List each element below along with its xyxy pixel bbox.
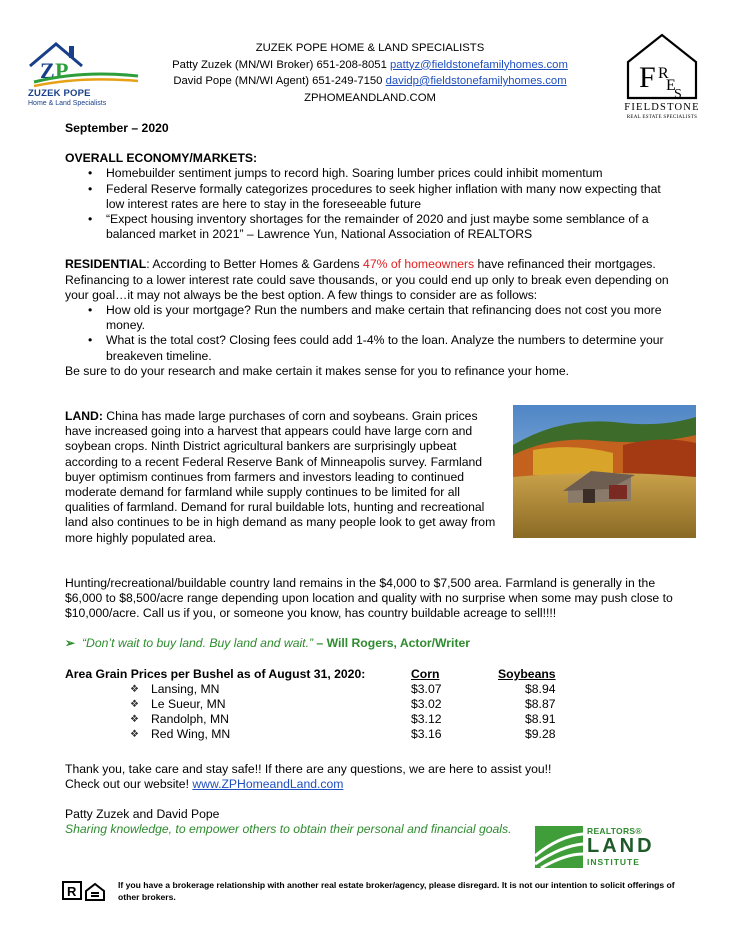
svg-text:F: F [639, 61, 656, 94]
land-prices-paragraph: Hunting/recreational/buildable country land remains in the $4,000 to $7,500 area. Farmland is generally in the $6,000 to $8,500/acre range depending upon location and quality with no surprise when some may push close to $10,000/acre. Call us if you, or someone you know, has country buildable acreage to sell!!!! [65, 575, 673, 621]
list-item: • “Expect housing inventory shortages for the remainder of 2020 and just maybe some semblance of a balanced market in 2021” – Lawrence Yun, National Association of REALTORS [88, 212, 675, 242]
svg-text:E: E [666, 77, 676, 94]
contact-line-patty [160, 57, 580, 74]
economy-bullets [88, 166, 675, 242]
corn-price: $3.12 [411, 711, 442, 726]
grain-price-table [65, 667, 675, 747]
corn-price: $3.07 [411, 681, 442, 696]
location: Red Wing, MN [151, 726, 231, 741]
residential-closing: Be sure to do your research and make certain it makes sense for you to refinance your home. [65, 363, 570, 378]
thanks-text: Thank you, take care and stay safe!! If there are any questions, we are here to assist you!! [65, 761, 552, 776]
svg-text:S: S [674, 87, 682, 102]
newsletter-body [65, 121, 675, 838]
svg-text:R: R [658, 65, 669, 82]
soy-price: $8.87 [525, 696, 556, 711]
logo-name: ZUZEK POPE [28, 88, 91, 99]
table-row [65, 727, 565, 742]
residential-bullets [88, 303, 675, 364]
soy-price: $8.91 [525, 711, 556, 726]
fieldstone-house-icon [612, 32, 712, 102]
check-website-text: Check out our website! [65, 776, 193, 791]
list-item: • Homebuilder sentiment jumps to record high. Soaring lumber prices could inhibit momentum [88, 166, 675, 181]
economy-heading: OVERALL ECONOMY/MARKETS: [65, 151, 258, 166]
land-text: China has made large purchases of corn and soybeans. Grain prices have increased going into a harvest that appears could have large corn and soybean crops. Ninth District agricultural bankers are surprisingly upbeat according to a recent Federal Reserve Bank of Minneapolis survey. Farmland buyer optimism continues from farmers and investors leading to continued moderate demand for farmland while supply continues to be limited for all qualities of farmland. Demand for rural buildable lots, hunting and recreational land also continues to be in high demand as many people look to get away from more highly populated area. [65, 409, 496, 545]
website-header: ZPHOMEANDLAND.COM [304, 91, 436, 104]
soybeans-header: Soybeans [498, 666, 556, 681]
soy-price: $8.94 [525, 681, 556, 696]
diamond-bullet-icon: ❖ [130, 728, 139, 740]
email-patty-link[interactable]: pattyz@fieldstonefamilyhomes.com [390, 58, 568, 71]
corn-price: $3.16 [411, 726, 442, 741]
quote-line [65, 636, 675, 651]
fieldstone-name: FIELDSTONE [624, 102, 700, 113]
realtor-equal-housing-icon [62, 881, 110, 903]
svg-text:P: P [55, 58, 69, 83]
residential-heading: RESIDENTIAL [65, 257, 147, 272]
refinance-highlight: 47% of homeowners [363, 257, 475, 272]
letterhead [0, 28, 732, 123]
corn-header: Corn [411, 666, 440, 681]
newsletter-date: September – 2020 [65, 121, 169, 135]
list-item: • Federal Reserve formally categorizes procedures to seek higher inflation with many now expecting that low interest rates are here to stay in the foreseeable future [88, 182, 675, 212]
residential-text-after: have refinanced their mortgages. Refinancing to a lower interest rate could save thousands, or you could end up only to break even depending on your goal…it may not always be the best option. A few things to consider are as follows: [65, 257, 669, 302]
logo-subtitle: Home & Land Specialists [28, 100, 107, 107]
table-row [65, 712, 565, 727]
website-link[interactable]: www.ZPHomeandLand.com [192, 776, 344, 791]
corn-price: $3.02 [411, 696, 442, 711]
soy-price: $9.28 [525, 726, 556, 741]
table-row [65, 697, 565, 712]
diamond-bullet-icon: ❖ [130, 713, 139, 725]
land-stripes-icon [535, 826, 583, 868]
grain-title: Area Grain Prices per Bushel as of August 31, 2020: [65, 666, 366, 681]
fieldstone-logo [612, 32, 712, 124]
diamond-bullet-icon: ❖ [130, 683, 139, 695]
residential-text-before: : According to Better Homes & Gardens [146, 257, 364, 272]
tagline: Sharing knowledge, to empower others to obtain their personal and financial goals. [65, 822, 512, 837]
residential-paragraph [65, 257, 675, 303]
rli-land: LAND [587, 835, 655, 857]
contact-david: David Pope (MN/WI Agent) 651-249-7150 [173, 75, 383, 87]
contact-patty: Patty Zuzek (MN/WI Broker) 651-208-8051 [172, 58, 387, 71]
arrow-icon: ➢ [65, 636, 76, 651]
list-item: • How old is your mortgage? Run the numbers and make certain that refinancing does not cost you more money. [88, 303, 675, 333]
location: Randolph, MN [151, 711, 229, 726]
email-david-link[interactable]: davidp@fieldstonefamilyhomes.com [385, 75, 567, 87]
location: Lansing, MN [151, 681, 220, 696]
signature: Patty Zuzek and David Pope [65, 807, 220, 822]
land-heading: LAND: [65, 409, 103, 424]
diamond-bullet-icon: ❖ [130, 698, 139, 710]
quote-text: “Don’t wait to buy land. Buy land and wait.” [82, 636, 314, 651]
contact-line-david [160, 73, 580, 90]
list-item: • What is the total cost? Closing fees could add 1-4% to the loan. Analyze the numbers to determine your breakeven timeline. [88, 333, 675, 363]
zuzek-pope-logo [22, 36, 142, 116]
house-logo-icon [22, 36, 142, 91]
disclaimer-footer [62, 877, 682, 907]
realtors-land-institute-logo [535, 826, 675, 868]
table-row [65, 682, 565, 697]
rli-realtors: REALTORS® [587, 826, 642, 836]
svg-text:R: R [67, 884, 77, 899]
land-paragraph [65, 409, 503, 546]
quote-author: – Will Rogers, Actor/Writer [313, 636, 471, 651]
svg-text:Z: Z [40, 58, 55, 83]
land-section [65, 409, 675, 546]
company-name: ZUZEK POPE HOME & LAND SPECIALISTS [255, 42, 485, 54]
disclaimer-text: If you have a brokerage relationship with another real estate broker/agency, please disregard. It is not our intention to solicit offerings of other brokers. [118, 880, 675, 902]
location: Le Sueur, MN [151, 696, 226, 711]
website-line [65, 777, 675, 792]
contact-block [160, 40, 580, 106]
rli-institute: INSTITUTE [587, 857, 640, 867]
fieldstone-subtitle: REAL ESTATE SPECIALISTS [626, 115, 698, 120]
barn-landscape-photo [513, 405, 696, 538]
